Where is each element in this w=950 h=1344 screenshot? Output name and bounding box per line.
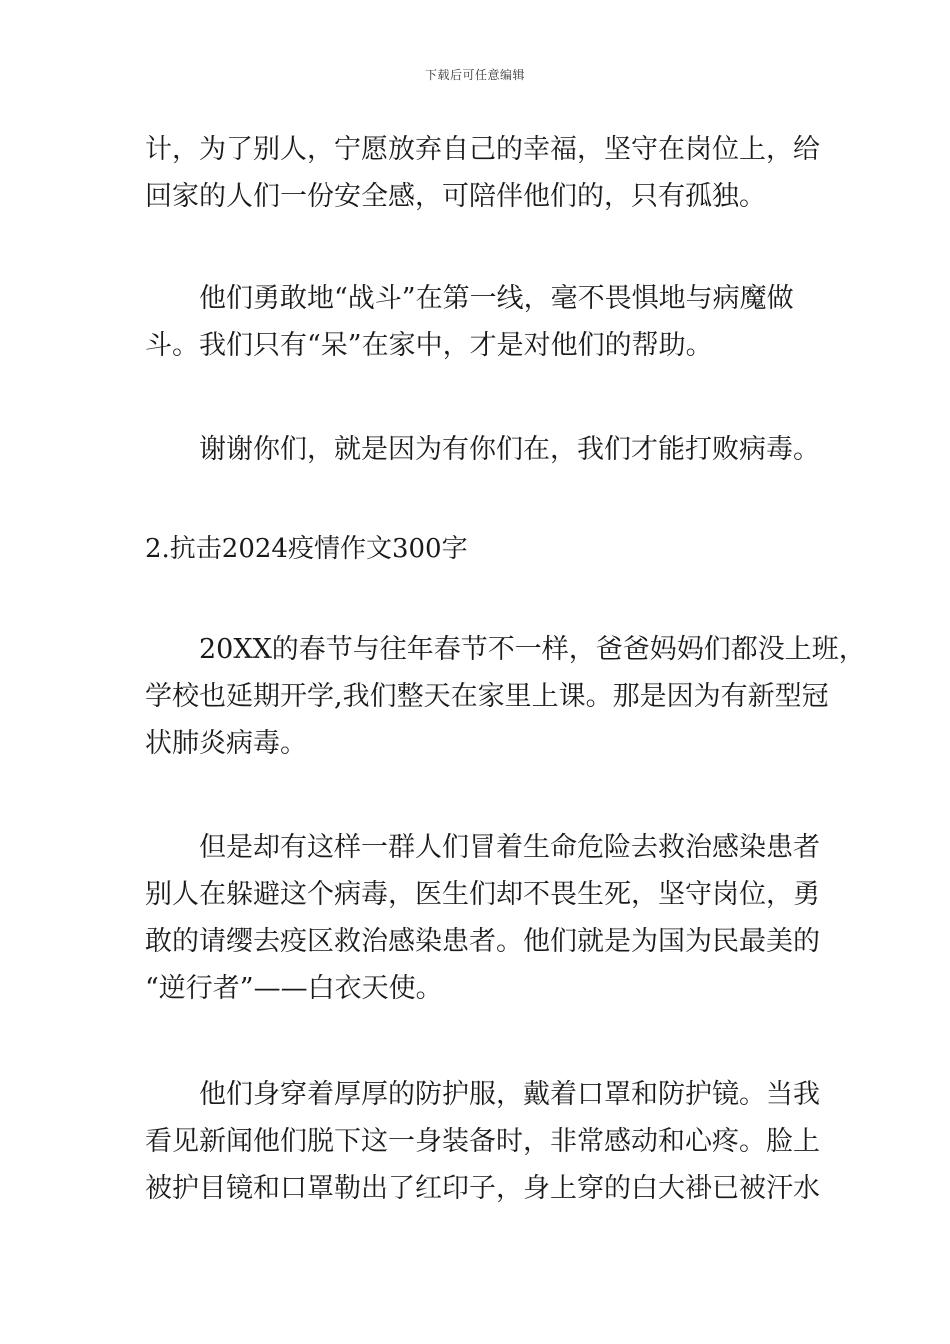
text-line: 他们身穿着厚厚的防护服，戴着口罩和防护镜。当我 — [145, 1079, 820, 1110]
text-line: 谢谢你们，就是因为有你们在，我们才能打败病毒。 — [145, 434, 820, 465]
text-line: 被护目镜和口罩勒出了红印子，身上穿的白大褂已被汗水 — [145, 1173, 820, 1204]
paragraph — [145, 275, 815, 369]
text-line: 斗。我们只有“呆”在家中，才是对他们的帮助。 — [145, 330, 713, 361]
paragraph — [145, 126, 820, 220]
paragraph — [145, 426, 820, 473]
text-line: 状肺炎病毒。 — [145, 728, 307, 759]
paragraph — [145, 1071, 820, 1212]
heading-text: 2.抗击2024疫情作文300字 — [145, 534, 468, 564]
text-line: 他们勇敢地“战斗”在第一线，毫不畏惧地与病魔做 — [145, 283, 794, 314]
text-line: 别人在躲避这个病毒，医生们却不畏生死，坚守岗位，勇 — [145, 879, 820, 910]
text-line: 学校也延期开学,我们整天在家里上课。那是因为有新型冠 — [145, 681, 829, 712]
paragraph — [145, 824, 820, 1012]
text-line: “逆行者”——白衣天使。 — [145, 973, 443, 1004]
text-line: 计，为了别人，宁愿放弃自己的幸福，坚守在岗位上，给 — [145, 134, 820, 165]
text-line: 回家的人们一份安全感，可陪伴他们的，只有孤独。 — [145, 181, 766, 212]
section-heading — [145, 526, 815, 573]
text-line: 看见新闻他们脱下这一身装备时，非常感动和心疼。脸上 — [145, 1126, 820, 1157]
header-note: 下载后可任意编辑 — [424, 68, 525, 82]
text-line: 20XX的春节与往年春节不一样，爸爸妈妈们都没上班， — [145, 634, 866, 665]
paragraph — [145, 626, 866, 767]
text-line: 敢的请缨去疫区救治感染患者。他们就是为国为民最美的 — [145, 926, 820, 957]
text-line: 但是却有这样一群人们冒着生命危险去救治感染患者 — [145, 832, 820, 863]
